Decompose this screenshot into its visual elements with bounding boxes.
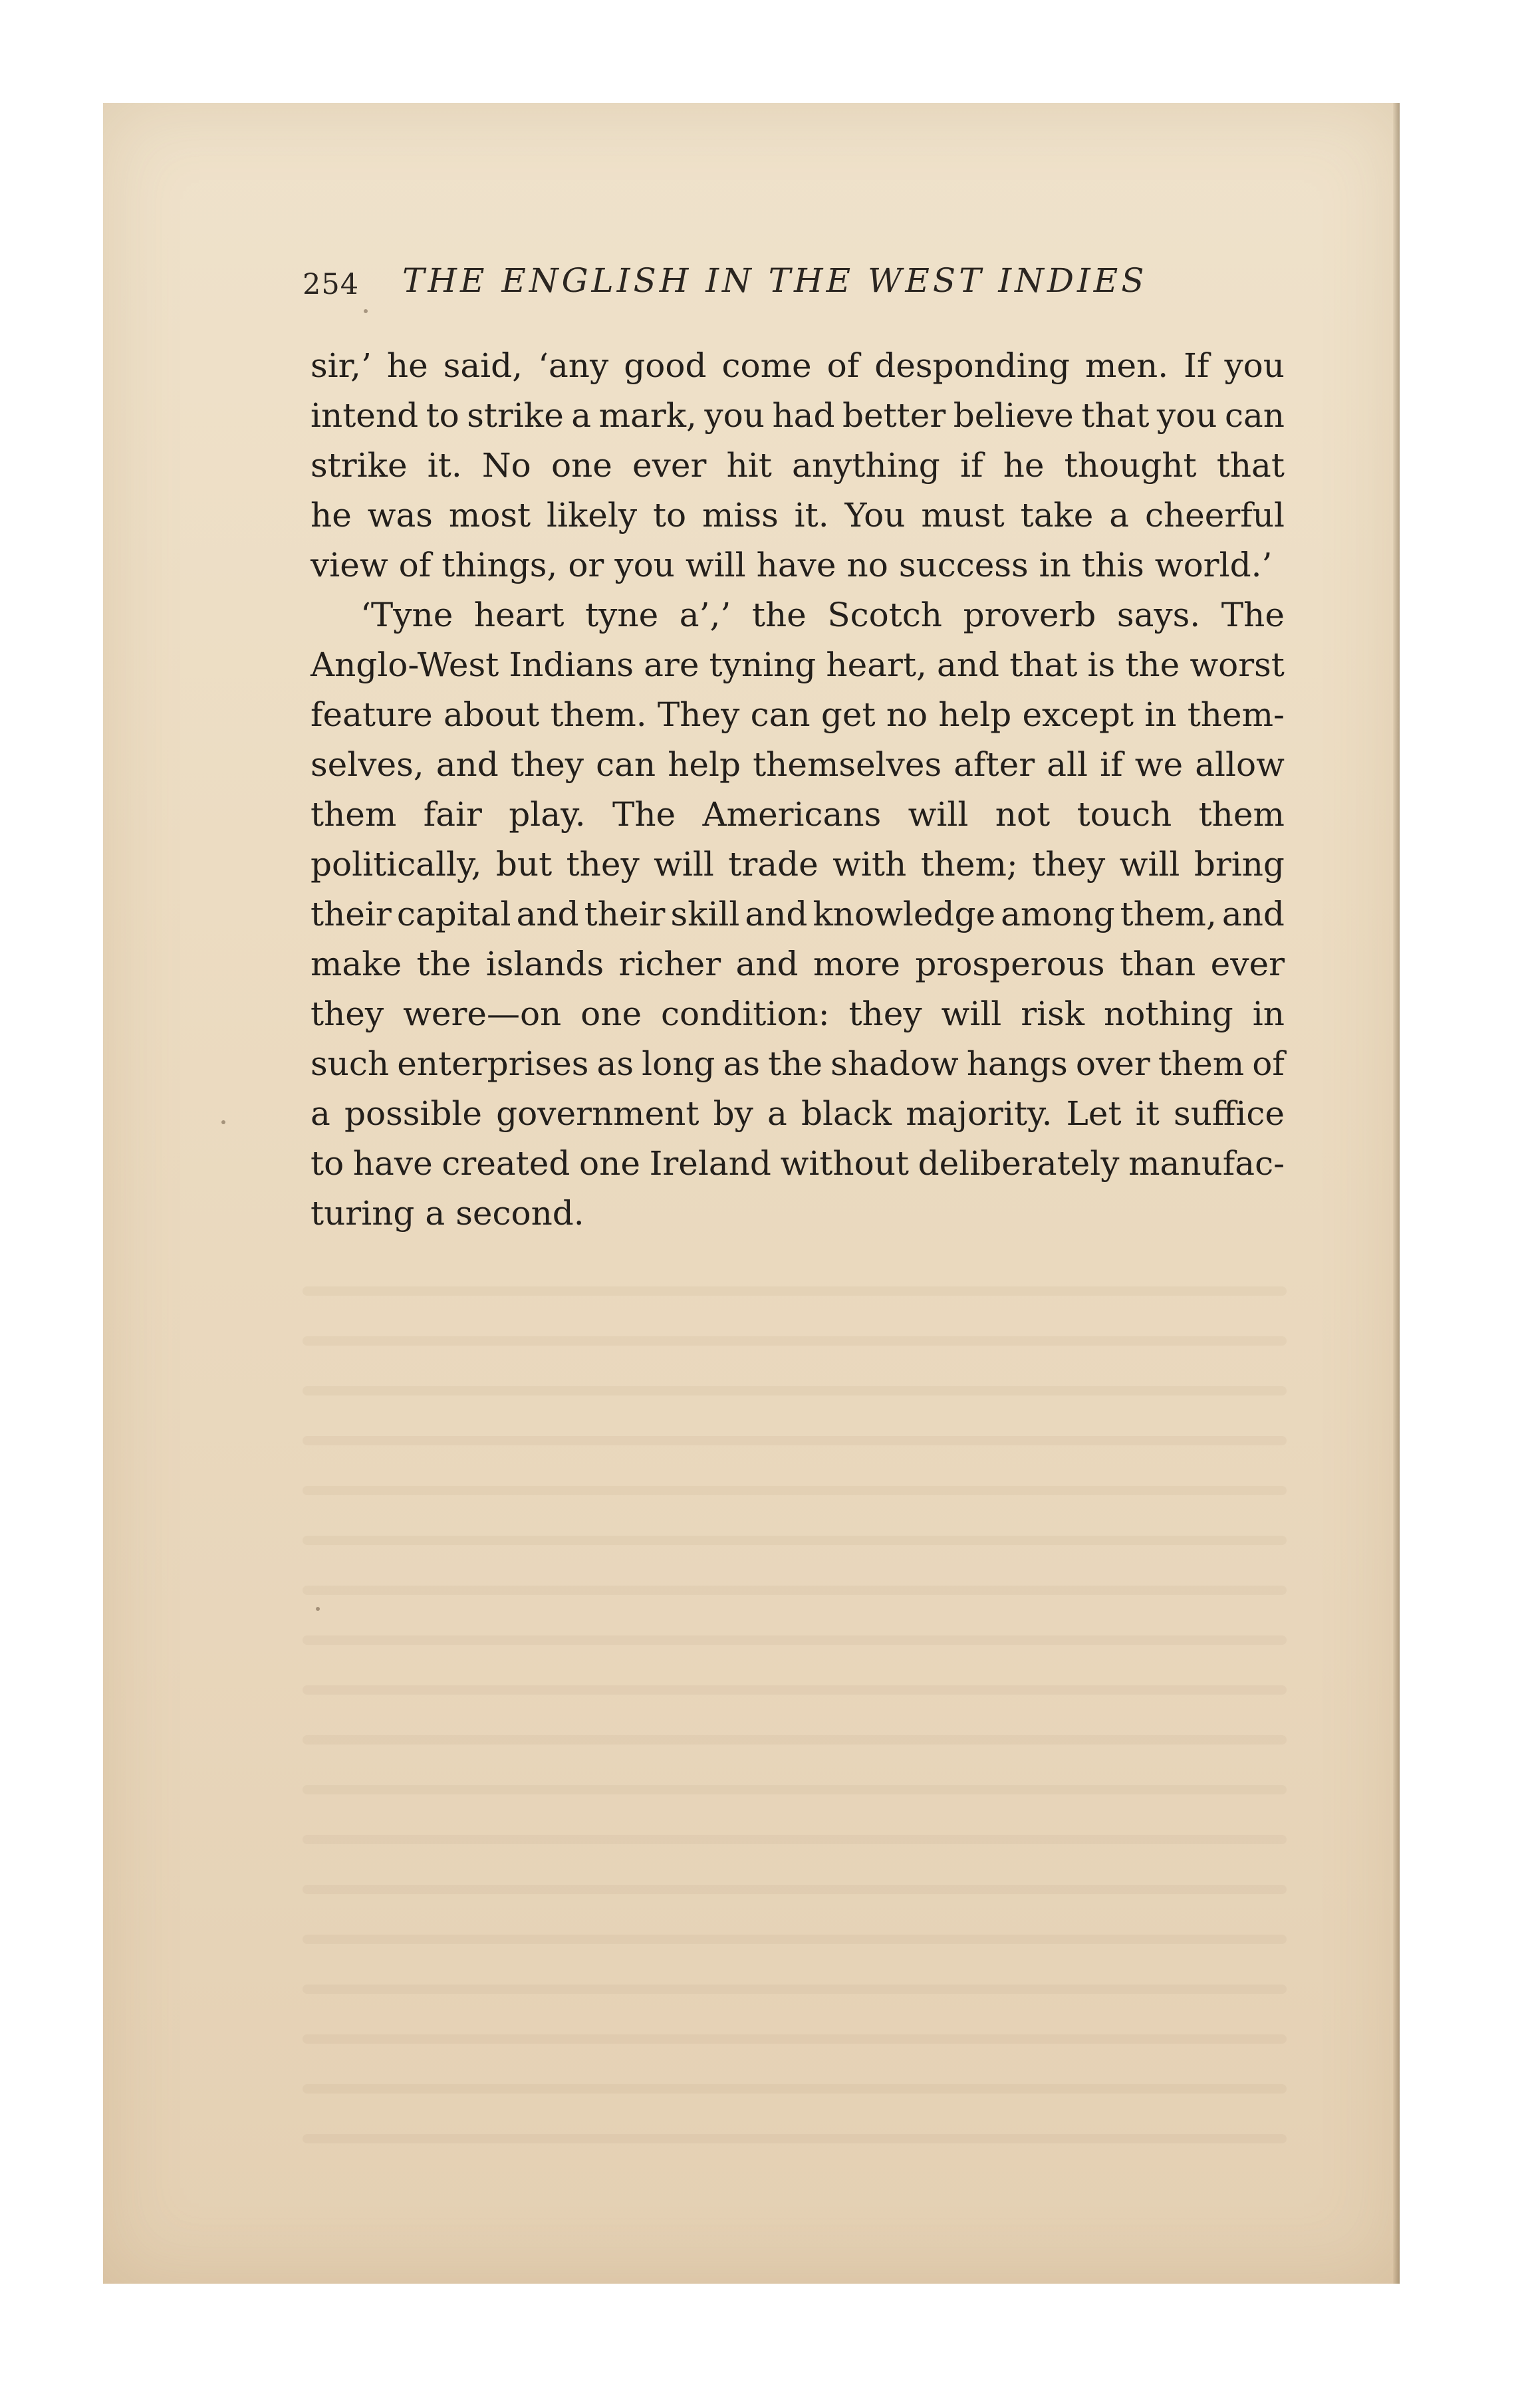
show-through-line [303,2084,1287,2094]
word: that [1216,446,1285,485]
word: majority. [906,1094,1053,1133]
word: will [1119,845,1180,884]
word: were—on [403,995,562,1033]
word: can [596,745,656,784]
word: that [1009,646,1078,684]
text-line [311,1089,1285,1139]
word: created [442,1144,570,1183]
word: government [496,1094,699,1133]
paragraph [311,341,1285,590]
show-through-line [303,1486,1287,1495]
word: No [481,446,531,485]
word: and [1221,895,1285,933]
word: was [367,496,433,535]
word: a [311,1094,330,1133]
word: heart [473,596,565,634]
word: better [842,396,946,435]
word: they [848,995,922,1033]
word: as [596,1044,634,1083]
word: says. [1116,596,1201,634]
word: ever [1210,945,1285,983]
running-header [303,261,1300,308]
word: risk [1021,995,1085,1033]
word: a’,’ [679,596,731,634]
word: such [311,1044,390,1083]
text-line [311,491,1285,541]
word: heart, [826,646,927,684]
word: a [1109,496,1130,535]
word: help [668,745,741,784]
word: enterprises [397,1044,589,1083]
show-through-line [303,1735,1287,1745]
word: it. [794,496,829,535]
word: If [1184,346,1209,385]
word: as [723,1044,761,1083]
word: you [614,546,675,584]
word: worst [1190,646,1285,684]
word: tyne [585,596,659,634]
word: or [568,546,604,584]
text-line [311,939,1285,989]
word: mark, [598,396,697,435]
word: a [425,1194,445,1233]
word: and [516,895,579,933]
word: sir,’ [311,346,372,385]
word: all [1047,745,1088,784]
word: themselves [753,745,942,784]
word: strike [467,396,564,435]
word: they [1032,845,1106,884]
word: The [1221,596,1285,634]
word: and [745,895,808,933]
word: proverb [963,596,1096,634]
word: they [510,745,584,784]
word: good [624,346,707,385]
word: you [1156,396,1217,435]
word: among [1001,895,1115,933]
word: if [960,446,983,485]
word: prosperous [915,945,1105,983]
text-line [311,1039,1285,1089]
paragraph [311,590,1285,1239]
show-through-line [303,1436,1287,1445]
page-edge-shadow [1393,103,1400,2284]
word: their [584,895,666,933]
word: capital [396,895,511,933]
word: with [832,845,907,884]
word: said, [443,346,523,385]
word: the [1125,646,1180,684]
word: this [1081,546,1144,584]
word: we [1134,745,1184,784]
word: by [713,1094,753,1133]
word: except [1022,695,1134,734]
word: trade [728,845,819,884]
word: feature [311,695,433,734]
word: that [1081,396,1150,435]
word: but [495,845,553,884]
show-through-line [303,1685,1287,1695]
word: a [571,396,592,435]
word: hit [726,446,772,485]
text-line [311,840,1285,890]
word: he [386,346,428,385]
word: them; [920,845,1018,884]
word: likely [546,496,638,535]
word: of [1252,1044,1285,1083]
word: black [801,1094,892,1133]
word: They [657,695,740,734]
text-line [311,890,1285,939]
word: take [1020,496,1094,535]
word: politically, [311,845,482,884]
word: and [735,945,799,983]
word: most [448,496,531,535]
word: they [311,995,384,1033]
paper-speck [364,309,368,313]
word: strike [311,446,408,485]
show-through-line [303,1935,1287,1944]
word: them [311,795,397,834]
word: suffice [1173,1094,1285,1133]
word: to [652,496,687,535]
book-page [103,103,1400,2284]
word: and [436,745,499,784]
word: he [311,496,352,535]
word: view [311,546,388,584]
word: skill [670,895,740,933]
word: must [921,496,1005,535]
word: had [772,396,835,435]
word: turing [311,1194,415,1233]
word: possible [344,1094,482,1133]
word: in [1144,695,1177,734]
word: are [644,646,699,684]
word: a [767,1094,787,1133]
word: selves, [311,745,424,784]
word: have [756,546,836,584]
word: success [898,546,1029,584]
word: their [311,895,392,933]
word: will [941,995,1002,1033]
word: knowledge [813,895,996,933]
word: nothing [1104,995,1233,1033]
word: You [844,496,906,535]
text-line [311,441,1285,491]
word: after [953,745,1035,784]
word: play. [509,795,586,834]
word: tyning [709,646,817,684]
show-through-line [303,2034,1287,2044]
show-through-line [303,1586,1287,1595]
show-through-line [303,1885,1287,1894]
word: the [751,596,807,634]
show-through-line [303,1985,1287,1994]
word: will [654,845,714,884]
word: them [1158,1044,1245,1083]
word: touch [1076,795,1172,834]
word: without [780,1144,909,1183]
page-number: 254 [303,268,360,301]
word: Anglo-West [311,646,499,684]
word: have [352,1144,433,1183]
show-through-line [303,1386,1287,1395]
word: one [580,995,642,1033]
show-through-line [303,1286,1287,1296]
paper-speck [221,1120,225,1124]
text-line [311,391,1285,441]
word: get [821,695,876,734]
show-through-line [303,1536,1287,1545]
word: can [750,695,811,734]
word: over [1075,1044,1150,1083]
word: Indians [509,646,634,684]
word: can [1224,396,1285,435]
word: is [1087,646,1116,684]
word: them, [1120,895,1217,933]
word: Scotch [827,596,942,634]
word: ever [632,446,707,485]
word: bring [1194,845,1285,884]
word: them. [550,695,647,734]
word: deliberately [918,1144,1120,1183]
show-through-line [303,1635,1287,1645]
word: will [908,795,969,834]
word: in [1039,546,1071,584]
word: fair [423,795,482,834]
word: you [704,396,765,435]
word: desponding [874,346,1071,385]
word: it. [427,446,462,485]
word: manufac- [1128,1144,1285,1183]
word: the [416,945,471,983]
word: allow [1195,745,1285,784]
word: long [642,1044,715,1083]
word: will [685,546,746,584]
word: come [721,346,812,385]
word: you [1224,346,1285,385]
show-through-line [303,2134,1287,2143]
word: cheerful [1144,496,1285,535]
show-through-line [303,1336,1287,1346]
word: richer [618,945,721,983]
word: Americans [702,795,882,834]
text-line [311,541,1285,590]
word: he [1003,446,1045,485]
word: it [1135,1094,1160,1133]
word: islands [485,945,604,983]
word: Ireland [649,1144,771,1183]
word: if [1100,745,1123,784]
word: world.’ [1154,546,1273,584]
show-through-line [303,1835,1287,1844]
word: make [311,945,402,983]
word: thought [1064,446,1197,485]
word: shadow [830,1044,959,1083]
word: they [566,845,640,884]
word: things, [442,546,558,584]
word: more [813,945,900,983]
word: the [768,1044,823,1083]
show-through-line [303,1785,1287,1794]
word: than [1119,945,1196,983]
word: to [311,1144,344,1183]
word: Let [1066,1094,1122,1133]
word: believe [953,396,1074,435]
text-line [311,590,1285,640]
word: them [1198,795,1285,834]
word: men. [1085,346,1169,385]
word: no [886,695,928,734]
word: to [426,396,459,435]
text-line [311,640,1285,690]
text-line [311,1189,1285,1239]
text-line [311,341,1285,391]
word: about [443,695,540,734]
word: in [1252,995,1285,1033]
word: intend [311,396,419,435]
word: of [398,546,432,584]
word: anything [792,446,940,485]
word: help [938,695,1012,734]
text-line [311,1139,1285,1189]
word: one [551,446,612,485]
word: hangs [966,1044,1068,1083]
word: and [937,646,1000,684]
paper-speck [316,1607,320,1611]
text-line [311,989,1285,1039]
word: ‘Tyne [360,596,453,634]
text-line [311,740,1285,790]
body-text [311,341,1285,1239]
text-line [311,690,1285,740]
word: ‘any [538,346,609,385]
word: no [846,546,888,584]
word: one [579,1144,640,1183]
word: them- [1187,695,1285,734]
text-line [311,790,1285,840]
running-title: THE ENGLISH IN THE WEST INDIES [402,261,1148,300]
word: miss [702,496,779,535]
word: condition: [661,995,830,1033]
word: The [612,795,676,834]
word: not [995,795,1051,834]
word: second. [455,1194,584,1233]
word: of [826,346,860,385]
